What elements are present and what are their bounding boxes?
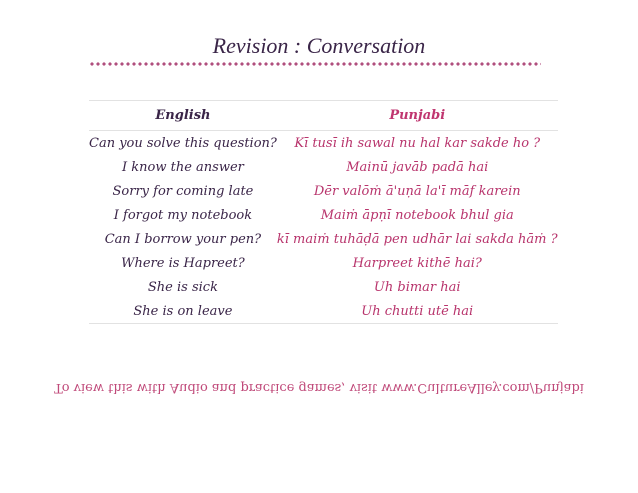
punjabi-cell: Mainū javāb padā hai bbox=[346, 159, 489, 175]
punjabi-cell: kī maiṁ tuhāḍā pen udhār lai sakda hāṁ ? bbox=[276, 231, 558, 247]
table-header-row bbox=[89, 101, 558, 131]
english-cell: Can I borrow your pen? bbox=[104, 231, 262, 247]
header-punjabi: Punjabi bbox=[277, 101, 558, 131]
english-cell: Can you solve this question? bbox=[89, 135, 277, 151]
english-cell: I know the answer bbox=[122, 159, 244, 175]
table-row bbox=[89, 299, 558, 324]
english-cell: She is sick bbox=[147, 279, 218, 295]
page-title: Revision : Conversation bbox=[212, 33, 426, 58]
table-row bbox=[89, 251, 558, 275]
punjabi-cell: Uh chutti utē hai bbox=[277, 299, 558, 324]
punjabi-cell: Kī tusī ih sawal nu hal kar sakde ho ? bbox=[294, 135, 541, 151]
table-row bbox=[89, 179, 558, 203]
table-row bbox=[89, 203, 558, 227]
conversation-table bbox=[89, 100, 558, 324]
mirrored-footer-link-text: To view this with Audio and practice games, visit www.CultureAlley.com/Punjabi bbox=[54, 380, 584, 395]
dotted-divider bbox=[89, 62, 541, 66]
table-row bbox=[89, 227, 558, 251]
table-row bbox=[89, 131, 558, 156]
english-cell: Where is Hapreet? bbox=[121, 255, 245, 271]
english-cell: Sorry for coming late bbox=[112, 183, 254, 199]
english-cell: She is on leave bbox=[89, 299, 277, 324]
punjabi-cell: Dēr valōṁ ā'uṇā la'ī māf karein bbox=[313, 183, 521, 199]
punjabi-cell: Maiṁ āpṇī notebook bhul gia bbox=[320, 207, 514, 223]
table-row bbox=[89, 155, 558, 179]
punjabi-cell: Uh bimar hai bbox=[373, 279, 461, 295]
header-english: English bbox=[89, 101, 277, 131]
punjabi-cell: Harpreet kithē hai? bbox=[352, 255, 482, 271]
english-cell: I forgot my notebook bbox=[113, 207, 253, 223]
table-row bbox=[89, 275, 558, 299]
